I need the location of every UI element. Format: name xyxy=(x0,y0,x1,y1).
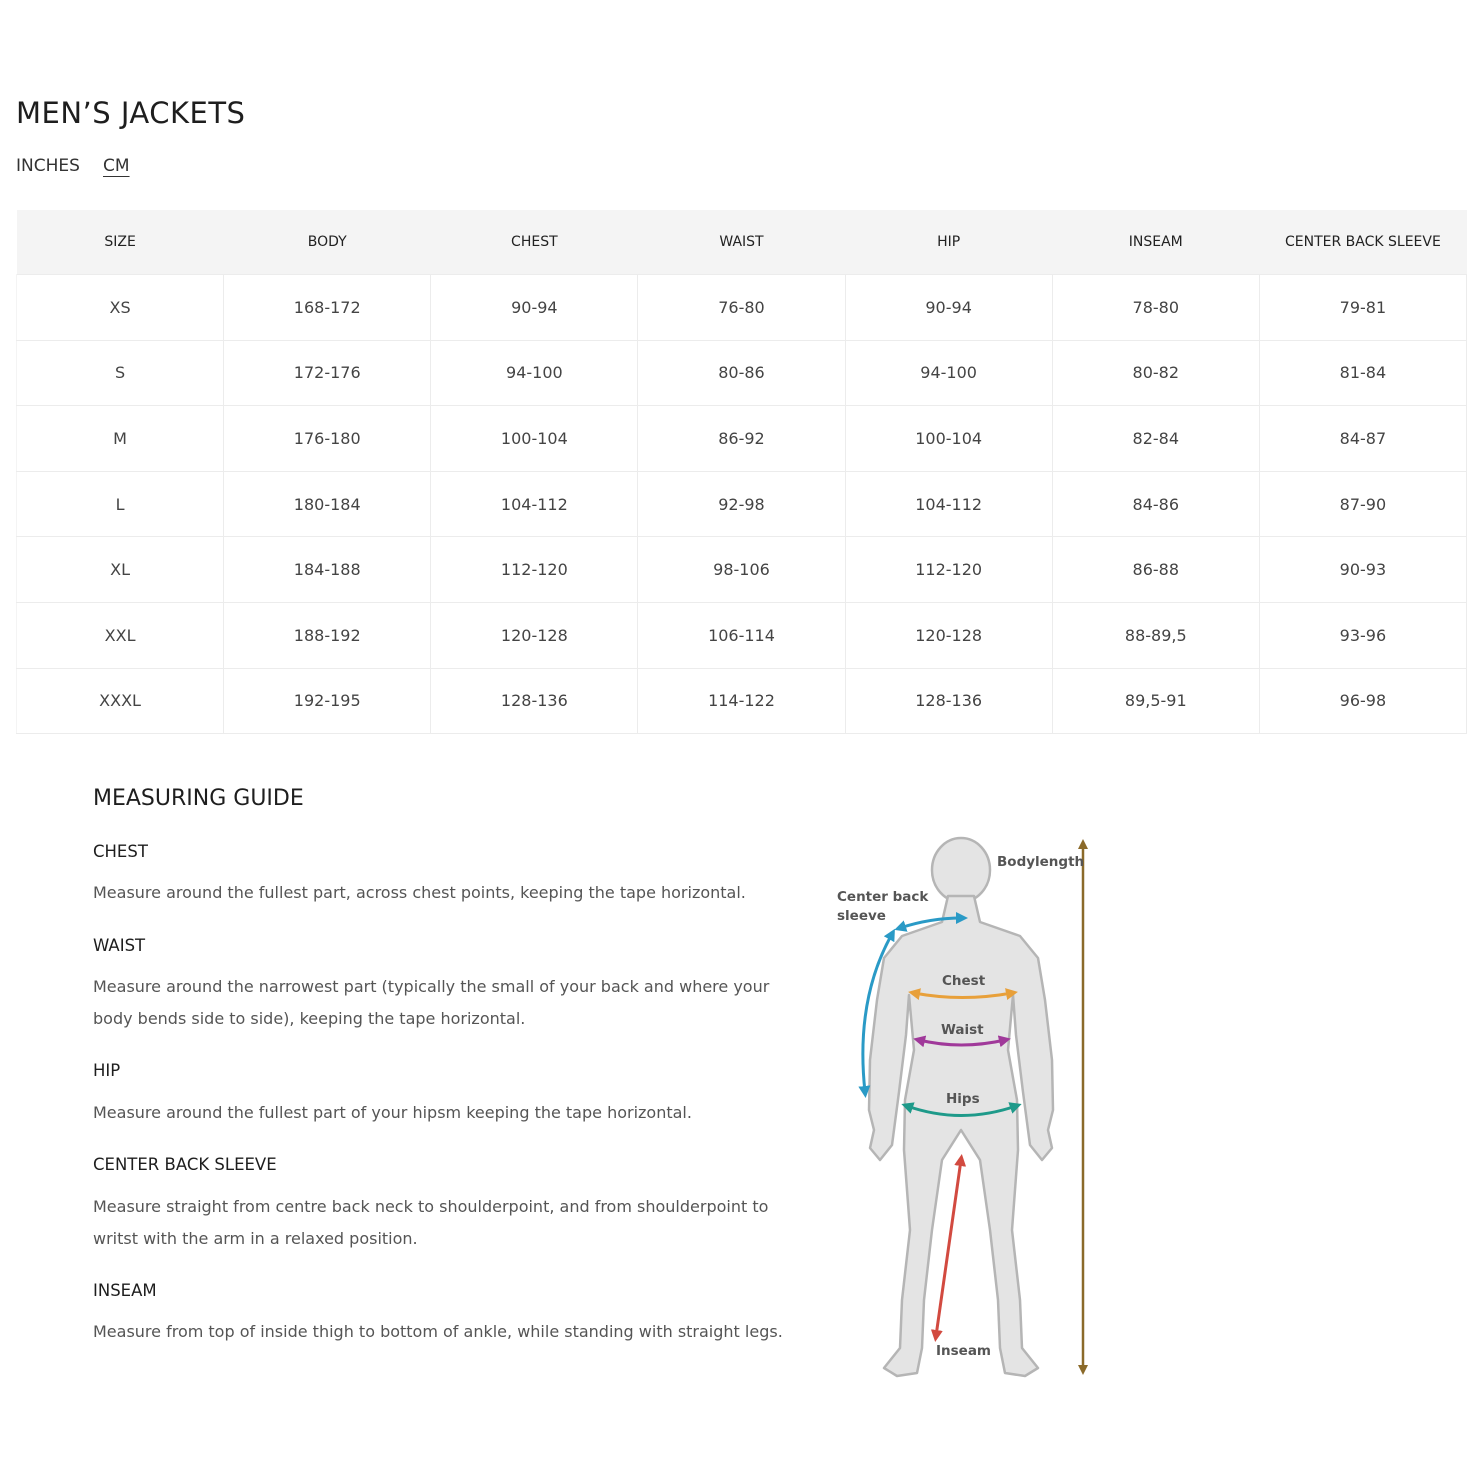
guide-text: Measure around the fullest part, across chest points, keeping the tape horizontal. xyxy=(93,883,746,902)
table-cell: L xyxy=(17,471,224,537)
guide-heading: WAIST xyxy=(93,936,146,955)
table-cell: 120-128 xyxy=(431,602,638,668)
table-cell: 184-188 xyxy=(224,537,431,603)
table-cell: M xyxy=(17,406,224,472)
column-header: CENTER BACK SLEEVE xyxy=(1259,210,1466,275)
label-hips: Hips xyxy=(946,1091,980,1107)
table-row xyxy=(17,406,1467,472)
table-cell: XL xyxy=(17,537,224,603)
body-measurement-figure xyxy=(820,830,1100,1390)
column-header: HIP xyxy=(845,210,1052,275)
column-header: WAIST xyxy=(638,210,845,275)
column-header: INSEAM xyxy=(1052,210,1259,275)
table-cell: 106-114 xyxy=(638,602,845,668)
measuring-guide-title: MEASURING GUIDE xyxy=(93,786,304,811)
table-cell: 128-136 xyxy=(845,668,1052,734)
table-cell: 94-100 xyxy=(431,340,638,406)
guide-heading: CHEST xyxy=(93,842,148,861)
table-cell: 112-120 xyxy=(431,537,638,603)
table-cell: 92-98 xyxy=(638,471,845,537)
table-cell: 180-184 xyxy=(224,471,431,537)
label-chest: Chest xyxy=(942,973,986,989)
table-cell: 94-100 xyxy=(845,340,1052,406)
table-cell: 112-120 xyxy=(845,537,1052,603)
table-cell: 90-94 xyxy=(431,275,638,341)
table-cell: 96-98 xyxy=(1259,668,1466,734)
table-cell: 84-86 xyxy=(1052,471,1259,537)
table-cell: 79-81 xyxy=(1259,275,1466,341)
unit-toggle-inches[interactable]: INCHES xyxy=(16,156,80,176)
size-table xyxy=(16,210,1467,734)
table-cell: 90-93 xyxy=(1259,537,1466,603)
inseam-arrow xyxy=(936,1160,961,1336)
table-cell: 93-96 xyxy=(1259,602,1466,668)
label-waist: Waist xyxy=(941,1022,984,1038)
column-header: SIZE xyxy=(17,210,224,275)
table-cell: 84-87 xyxy=(1259,406,1466,472)
table-cell: 81-84 xyxy=(1259,340,1466,406)
label-bodylength: Bodylength xyxy=(997,854,1085,870)
column-header: BODY xyxy=(224,210,431,275)
guide-heading: HIP xyxy=(93,1061,121,1080)
table-cell: XS xyxy=(17,275,224,341)
table-header-row xyxy=(17,210,1467,275)
column-header: CHEST xyxy=(431,210,638,275)
table-cell: 82-84 xyxy=(1052,406,1259,472)
table-cell: 78-80 xyxy=(1052,275,1259,341)
table-cell: XXL xyxy=(17,602,224,668)
table-cell: 114-122 xyxy=(638,668,845,734)
table-row xyxy=(17,471,1467,537)
table-cell: 128-136 xyxy=(431,668,638,734)
table-cell: 100-104 xyxy=(845,406,1052,472)
guide-text: Measure from top of inside thigh to bottom of ankle, while standing with straight legs. xyxy=(93,1322,783,1341)
table-cell: 76-80 xyxy=(638,275,845,341)
table-row xyxy=(17,668,1467,734)
table-body xyxy=(17,275,1467,734)
table-cell: 188-192 xyxy=(224,602,431,668)
unit-toggle-cm[interactable]: CM xyxy=(103,156,130,176)
table-cell: 100-104 xyxy=(431,406,638,472)
table-cell: 80-82 xyxy=(1052,340,1259,406)
table-cell: 86-88 xyxy=(1052,537,1259,603)
table-cell: 80-86 xyxy=(638,340,845,406)
table-cell: 192-195 xyxy=(224,668,431,734)
table-row xyxy=(17,537,1467,603)
guide-text: Measure straight from centre back neck to shoulderpoint, and from shoulderpoint to writst with the arm in a relaxed position. xyxy=(93,1197,769,1248)
table-cell: 176-180 xyxy=(224,406,431,472)
table-cell: 172-176 xyxy=(224,340,431,406)
guide-heading: CENTER BACK SLEEVE xyxy=(93,1155,277,1174)
table-cell: 104-112 xyxy=(431,471,638,537)
table-cell: 104-112 xyxy=(845,471,1052,537)
label-sleeve-1: Center back xyxy=(837,889,929,905)
guide-text: Measure around the narrowest part (typically the small of your back and where your body bends side to side), keeping the tape horizontal. xyxy=(93,977,770,1028)
label-sleeve-2: sleeve xyxy=(837,908,886,924)
table-cell: 120-128 xyxy=(845,602,1052,668)
table-row xyxy=(17,275,1467,341)
table-cell: 87-90 xyxy=(1259,471,1466,537)
table-cell: 90-94 xyxy=(845,275,1052,341)
table-cell: 98-106 xyxy=(638,537,845,603)
table-cell: S xyxy=(17,340,224,406)
guide-text: Measure around the fullest part of your hipsm keeping the tape horizontal. xyxy=(93,1103,692,1122)
table-cell: 88-89,5 xyxy=(1052,602,1259,668)
table-row xyxy=(17,602,1467,668)
guide-heading: INSEAM xyxy=(93,1281,157,1300)
label-inseam: Inseam xyxy=(936,1343,992,1359)
page-title: MEN’S JACKETS xyxy=(16,96,246,130)
table-cell: XXXL xyxy=(17,668,224,734)
table-cell: 168-172 xyxy=(224,275,431,341)
table-row xyxy=(17,340,1467,406)
table-cell: 86-92 xyxy=(638,406,845,472)
table-cell: 89,5-91 xyxy=(1052,668,1259,734)
